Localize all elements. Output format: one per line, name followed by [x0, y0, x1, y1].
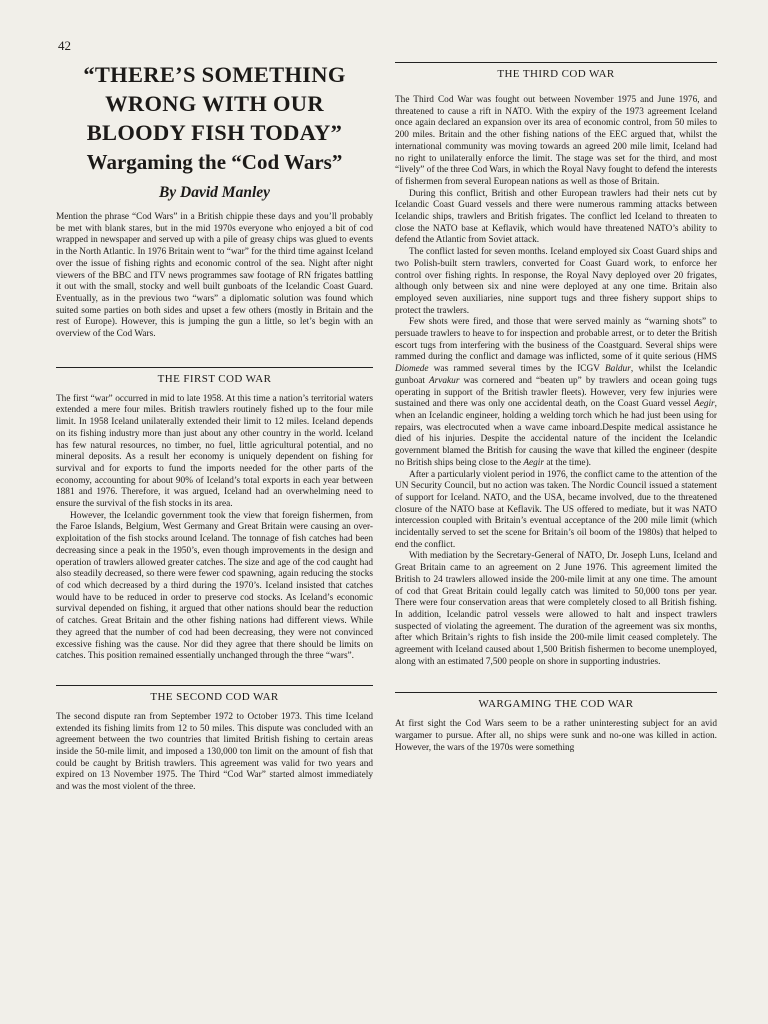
second-war-paragraph-1: The second dispute ran from September 1972 to October 1973. This time Iceland extended its fishing limits from 12 to 50 miles. This dispute was concluded with an agreement between the two countries that limited British fishing to certain areas inside the 50-mile limit, and imposed a 130,000 ton limit on the amount of fish that could be caught by British trawlers. This agreement was valid for two years and expired on 13 November 1975. The Third “Cod War” started almost immediately and was the most violent of the three. — [56, 711, 373, 793]
third-war-paragraph-4 — [395, 317, 717, 469]
text-run: , when an Icelandic engineer, holding a welding torch which he had just been using for repairs, was electrocuted when a wave came inboard.Despite medical assistance he died of his injuries. Despite the accidental nature of the incident the Icelandic government blamed the British for causing the wave that killed the engineer (despite no British ships being close to the — [395, 399, 717, 468]
intro-paragraph: Mention the phrase “Cod Wars” in a British chippie these days and you’ll probably be met with blank stares, but in the mid 1970s everyone who enjoyed a bit of cod wrapped in newspaper and served up with a pile of greasy chips was glued to events in the North Atlantic. In 1976 Britain went to “war” for the third time against Iceland over the issue of fishing rights and economic control of the sea. Night after night viewers of the BBC and ITV news programmes saw footage of RN frigates battling it out with the small, stocky and well built gunboats of the Icelandic Coast Guard. Eventually, as in the previous two “wars” a diplomatic solution was found which suited some parties on both sides and upset a few others (mostly in Britain and the rest of Europe). However, this is jumping the gun a little, so let’s begin with an overview of the Cod Wars. — [56, 212, 373, 340]
ship-name-baldur: Baldur — [605, 364, 631, 375]
third-war-paragraph-3: The conflict lasted for seven months. Iceland employed six Coast Guard ships and two Polish-built stern trawlers, converted for Coast Guard work, to enforce her control over fishing rights. In response, the Royal Navy deployed over 20 frigates, although only between six and nine were deployed at any one time. Britain also employed seven auxiliaries, nine support tugs and three fishery support ships to protect the trawlers. — [395, 247, 717, 316]
text-run: Few shots were fired, and those that were served mainly as “warning shots” to persuade trawlers to heave to for inspection and probable arrest, or to deter the British escort tugs from interfering with the business of the Coastguard. Several ships were rammed during the conflict and damage was inflicted, some of it quite serious (HMS — [395, 317, 717, 363]
ship-name-aegir: Aegir — [523, 457, 544, 468]
section-heading-second-cod-war: THE SECOND COD WAR — [56, 685, 373, 704]
third-war-paragraph-6: With mediation by the Secretary-General of NATO, Dr. Joseph Luns, Iceland and Great Britain came to an agreement on 2 June 1976. This agreement limited the British to 24 trawlers allowed inside the 200-mile limit at any one time. The amount of cod that Great Britain could legally catch was limited to 50,000 tons per year. There were four conservation areas that were completely closed to all British fishing. In addition, Icelandic patrol vessels were allowed to halt and inspect trawlers suspected of violating the agreement. The duration of the agreement was six months, after which Britain’s rights to fish inside the 200-mile limit ceased completely. The agreement with Iceland caused about 1,500 British fishermen to become unemployed, along with an estimated 7,500 people on shore in supporting industries. — [395, 551, 717, 667]
text-run: at the time). — [544, 457, 591, 468]
ship-name-diomede: Diomede — [395, 364, 429, 375]
ship-name-aegir: Aegir — [694, 399, 715, 410]
text-run: , whilst the Icelandic gunboat — [395, 364, 717, 386]
section-heading-third-cod-war: THE THIRD COD WAR — [395, 62, 717, 81]
page-number: 42 — [58, 38, 71, 53]
third-war-paragraph-1: The Third Cod War was fought out between November 1975 and June 1976, and threatened to cause a rift in NATO. With the expiry of the 1973 agreement Iceland once again declared an expansion over its area of economic control, from 50 miles to 200 miles. Britain and the other fishing nations of the EEC argued that, whilst the international community was moving towards an agreed 200 mile limit, Iceland had no right to unilaterally enforce the limit. The stage was set for the third, and most “lively” of the three Cod Wars, in which the Royal Navy fought to defend the interests of fishermen from several European nations as well as those of Britain. — [395, 95, 717, 187]
section-heading-first-cod-war: THE FIRST COD WAR — [56, 367, 373, 386]
text-run: was rammed several times by the ICGV — [428, 364, 605, 375]
third-war-paragraph-2: During this conflict, British and other European trawlers had their nets cut by Icelandic Coast Guard vessels and there were numerous ramming attacks between Icelandic ships, trawlers and British frigates. The conflict led Iceland to threaten to close the NATO base at Keflavik, which would have threatened NATO’s ability to defend the Atlantic from Soviet attack. — [395, 188, 717, 246]
left-column — [56, 60, 373, 794]
wargaming-paragraph-1: At first sight the Cod Wars seem to be a rather uninteresting subject for an avid wargamer to pursue. After all, no ships were sunk and no-one was killed in action. However, the wars of the 1970s were something — [395, 719, 717, 753]
section-heading-wargaming: WARGAMING THE COD WAR — [395, 692, 717, 711]
first-war-paragraph-1: The first “war” occurred in mid to late 1958. At this time a nation’s territorial waters extended a mere four miles. British trawlers routinely fished up to the four mile limit. In 1958 Iceland unilaterally extended their limit to 12 miles. Iceland depends on its fishing industry more than just about any other country in the world. Iceland has few natural resources, no timber, no fuel, little agricultural potential, and no mineral deposits. As a result her economy is uniquely dependent on fishing for survival and for exports to fund the imports needed for the other parts of the economy, accounting for about 90% of Iceland’s total exports in each year between 1881 and 1976. Therefore, it was argued, Iceland had an overwhelming need to ensure the survival of the fish stocks in its area. — [56, 393, 373, 510]
article-subtitle: Wargaming the “Cod Wars” — [86, 150, 343, 174]
ship-name-arvakur: Arvakur — [428, 375, 460, 386]
first-war-paragraph-2: However, the Icelandic government took the view that foreign fishermen, from the Faroe Islands, Belgium, West Germany and Great Britain were causing an over-exploitation of the fish stocks around Iceland. The tonnage of fish catches had been decreasing since a peak in the 1950’s, even though improvements in the design and operation of trawlers allowed greater catches. The size and age of the cod caught had also steadily decreased, so there were fewer cod spawning, again reducing the stocks of cod which decreased by a third during the 1970’s. Iceland insisted that catches would have to be reduced in order to preserve cod stocks. As Iceland’s economic survival depended on fishing, it argued that other nations should bear the reduction of catches. Great Britain and the other fishing nations had different views. While they agreed that the number of cod had been decreasing, they were not convinced excessive fishing was the cause. Nor did they agree that there should be limits on catches. This position remained essentially unchanged through the three “wars”. — [56, 510, 373, 662]
article-byline: By David Manley — [158, 184, 271, 201]
article-title: “THERE’S SOMETHING WRONG WITH OUR BLOODY FISH TODAY” — [83, 62, 346, 145]
third-war-paragraph-5: After a particularly violent period in 1976, the conflict came to the attention of the UN Security Council, but no action was taken. The Nordic Council issued a statement of support for Iceland. NATO, and the USA, became involved, due to the threatened closure of the NATO base at Keflavik. The US offered to mediate, but it was NATO intercession coupled with Britain’s eventual acceptance of the 200 mile limit (which incidentally served to set the scene for Britain’s oil boom of the 1980s) that helped to end the conflict. — [395, 469, 717, 550]
text-run: was cornered and “beaten up” by trawlers and ocean going tugs operating in support of the British trawler fleets). However, very few injuries were sustained and there was only one accidental death, on the Coast Guard vessel — [395, 375, 717, 410]
right-column — [395, 62, 717, 755]
